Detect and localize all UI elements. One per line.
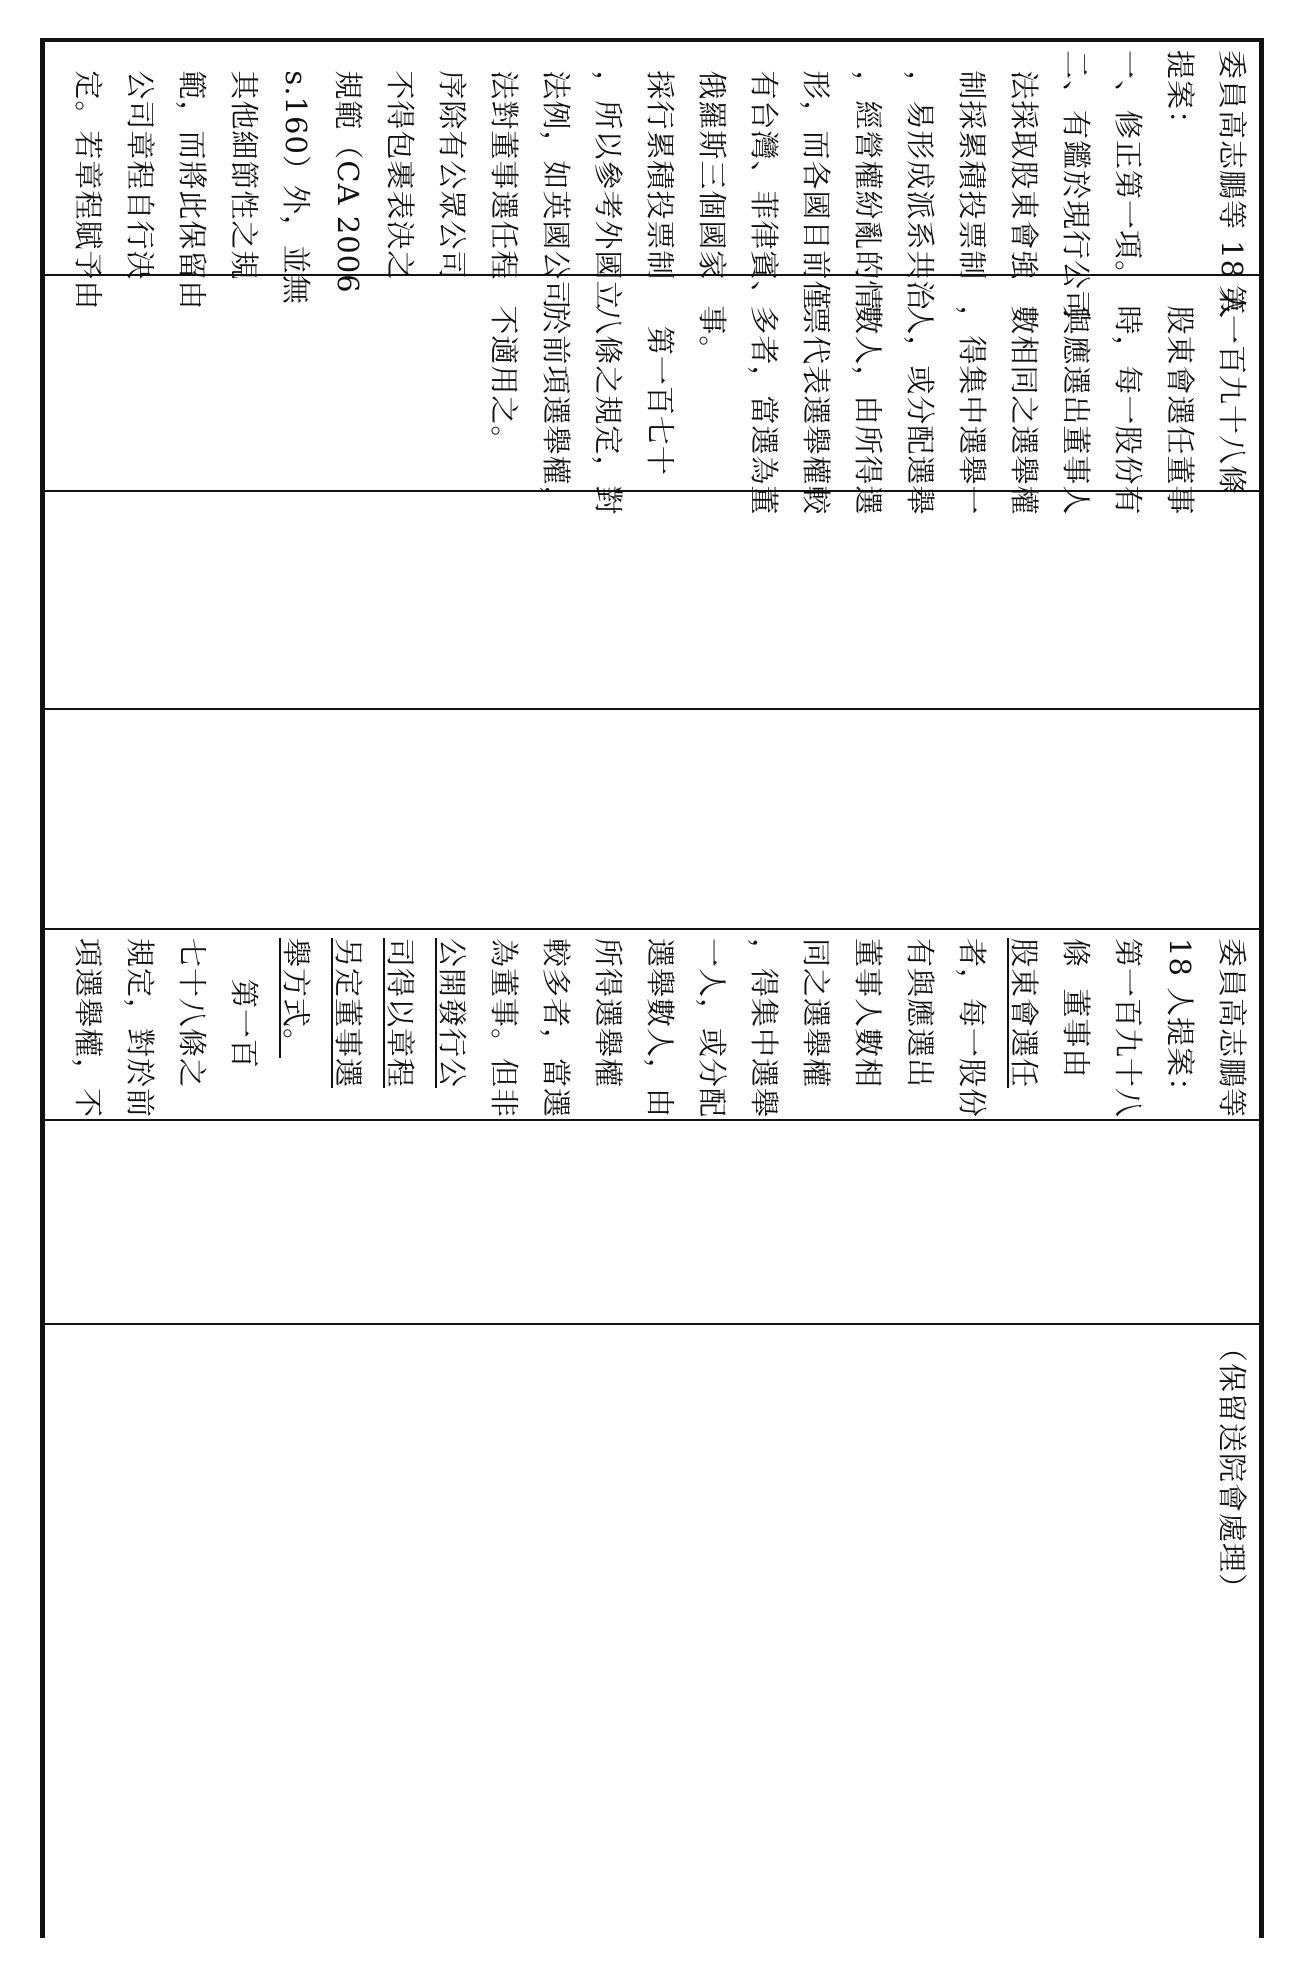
text-line: 形，而各國目前僅 (799, 50, 833, 311)
text-line: 俄羅斯三個國家 (695, 50, 729, 281)
reserved-note: （保留送院會處理） (1215, 1333, 1249, 1604)
text-line: 項選舉權，不 (71, 938, 105, 1119)
cell-proposed-amendment (60, 938, 1250, 1119)
text-line: 規範（CA 2006 (331, 50, 365, 294)
text-line: 有與應選出 (903, 938, 937, 1089)
text-line: 委員高志鵬等 (1215, 938, 1249, 1119)
text-line: 條 董事由 (1059, 938, 1093, 1079)
text-line: ，易形成派系共治 (903, 50, 937, 311)
text-line: 一人，或分配 (695, 938, 729, 1119)
table-bottom-border (40, 38, 45, 1938)
text-line: 法對董事選任程 (487, 50, 521, 281)
underlined-text-line: 股東會選任 (1007, 938, 1041, 1089)
text-line: 較多者，當選 (539, 938, 573, 1119)
text-line: 公司章程自行決 (123, 50, 157, 281)
cell-current-law (60, 285, 1250, 516)
text-line: 一、修正第一項。 (1111, 50, 1145, 291)
text-line: 二、有鑑於現行公司 (1059, 50, 1093, 321)
underlined-text-line: 司得以章程 (383, 938, 417, 1089)
text-line: 人，或分配選舉 (903, 285, 937, 516)
text-line: s.160）外，並無 (279, 50, 313, 305)
text-line: 事。 (695, 285, 729, 366)
text-line: 票代表選舉權較 (799, 285, 833, 516)
text-line: 者，每一股份 (955, 938, 989, 1119)
text-line: 同之選舉權 (799, 938, 833, 1089)
underlined-text-line: 公開發行公 (435, 938, 469, 1089)
text-line: 採行累積投票制 (643, 50, 677, 281)
text-line: 定。若章程賦予由 (71, 50, 105, 311)
text-line: 七十八條之 (175, 938, 209, 1089)
text-line: 為董事。但非 (487, 938, 521, 1119)
text-line: 制採累積投票制 (955, 50, 989, 281)
text-line: 法採取股東會強 (1007, 50, 1041, 281)
text-line: 範，而將此保留由 (175, 50, 209, 311)
text-line: 股東會選任董事 (1163, 285, 1197, 516)
cell-empty (60, 1129, 1250, 1314)
text-line: 多者，當選為董 (747, 285, 781, 516)
text-line: 董事人數相 (851, 938, 885, 1089)
text-line: 第一百七十 (643, 285, 677, 476)
text-line: 第一百九十八 (1111, 938, 1145, 1119)
text-line: 數相同之選舉權 (1007, 285, 1041, 516)
text-line: 於前項選舉權， (539, 285, 573, 516)
table-left-border (40, 38, 1264, 42)
text-line: ，所以參考外國立 (591, 50, 625, 311)
text-line: 有台灣、菲律賓、 (747, 50, 781, 311)
text-line: 時，每一股份有 (1111, 285, 1145, 516)
text-line: ，得集中選舉一 (955, 285, 989, 516)
text-line: 選舉數人，由 (643, 938, 677, 1119)
text-line: 其他細節性之規 (227, 50, 261, 281)
column-divider (40, 1119, 1264, 1121)
text-line: 規定，對於前 (123, 938, 157, 1119)
column-divider (40, 928, 1264, 930)
text-line: 第一百九十八條 (1215, 285, 1249, 496)
text-line: 數人，由所得選 (851, 285, 885, 516)
cell-resolution (60, 1333, 1250, 1933)
text-line: 委員高志鵬等 18 人 (1215, 50, 1249, 320)
cell-empty (60, 718, 1250, 918)
column-divider (40, 708, 1264, 710)
text-line: 八條之規定，對 (591, 285, 625, 516)
text-line: 不得包裹表決之 (383, 50, 417, 281)
text-line: 提案： (1163, 50, 1197, 141)
text-line: 第一百 (227, 938, 261, 1069)
column-divider (40, 1323, 1264, 1325)
text-line: ，得集中選舉 (747, 938, 781, 1119)
text-line: 不適用之。 (487, 285, 521, 456)
text-line: ，經營權紛亂的情 (851, 50, 885, 311)
cell-empty (60, 500, 1250, 700)
underlined-text-line: 另定董事選 (331, 938, 365, 1089)
text-line: 所得選舉權 (591, 938, 625, 1089)
text-line: 序除有公眾公司 (435, 50, 469, 281)
table-top-border (1259, 38, 1264, 1938)
text-line: 與應選出董事人 (1059, 285, 1093, 516)
text-line: 法例，如英國公司 (539, 50, 573, 311)
underlined-text-line: 舉方式。 (279, 938, 313, 1059)
cell-proposal-explanation (60, 50, 1250, 321)
text-line: 18 人提案： (1163, 938, 1197, 1108)
